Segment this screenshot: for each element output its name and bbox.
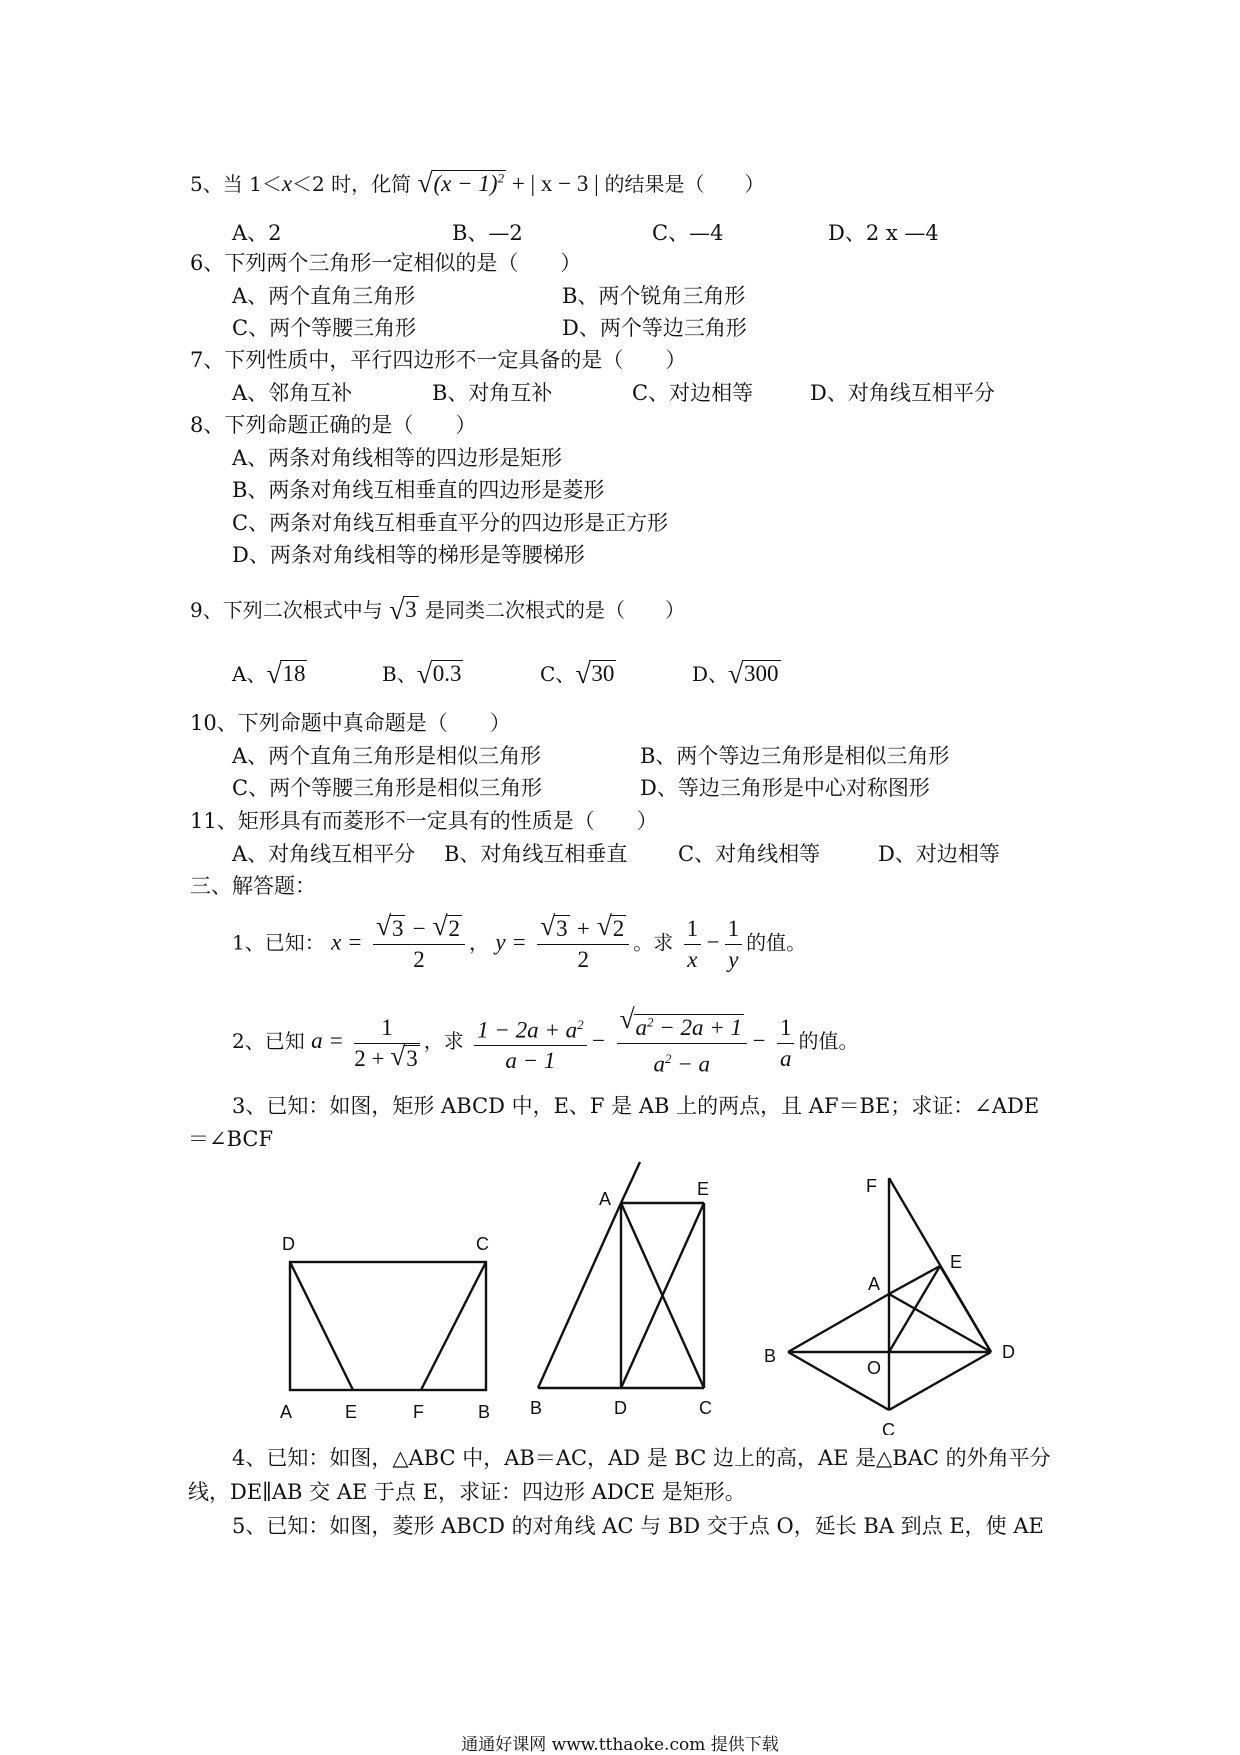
fig2-label-e: E	[697, 1179, 710, 1199]
fig1-label-c: C	[476, 1234, 489, 1254]
q7-stem: 7、下列性质中，平行四边形不一定具备的是（ ）	[190, 348, 687, 372]
fig3-label-d: D	[1002, 1342, 1015, 1362]
q7-option-d: D、对角线互相平分	[810, 381, 995, 405]
q7-option-c: C、对边相等	[632, 381, 754, 405]
figure-rhombus-abcd	[788, 1178, 991, 1410]
problem3-line2: ＝∠BCF	[188, 1127, 274, 1151]
q10-option-a: A、两个直角三角形是相似三角形	[232, 744, 542, 768]
problem3-line1: 3、已知：如图，矩形 ABCD 中，E、F 是 AB 上的两点，且 AF＝BE；求证：∠ADE	[232, 1094, 1040, 1118]
q9-stem: 9、下列二次根式中与 √ 3 是同类二次根式的是（ ）	[190, 594, 685, 625]
fig3-label-f: F	[866, 1176, 877, 1196]
fig2-label-a: A	[599, 1189, 612, 1209]
fig2-label-b: B	[530, 1398, 543, 1418]
q6-stem: 6、下列两个三角形一定相似的是（ ）	[190, 251, 582, 275]
page-footer: 通通好课网 www.tthaoke.com 提供下载	[461, 1735, 779, 1755]
fig1-label-d: D	[282, 1234, 295, 1254]
fig1-label-b: B	[478, 1402, 491, 1422]
figures	[0, 1155, 1240, 1435]
q8-stem: 8、下列命题正确的是（ ）	[190, 413, 477, 437]
q10-option-d: D、等边三角形是中心对称图形	[640, 776, 930, 800]
fig1-label-e: E	[345, 1402, 358, 1422]
q6-option-c: C、两个等腰三角形	[232, 316, 417, 340]
q11-stem: 11、矩形具有而菱形不一定具有的性质是（ ）	[190, 809, 658, 833]
q11-option-d: D、对边相等	[878, 842, 1000, 866]
q8-option-c: C、两条对角线互相垂直平分的四边形是正方形	[232, 511, 669, 535]
problem4-line1: 4、已知：如图，△ABC 中，AB＝AC，AD 是 BC 边上的高，AE 是△BAC 的外角平分	[232, 1446, 1051, 1470]
fig3-label-b: B	[764, 1346, 777, 1366]
q5-option-a: A、2	[232, 221, 282, 245]
q7-option-b: B、对角互补	[432, 381, 553, 405]
q10-option-c: C、两个等腰三角形是相似三角形	[232, 776, 543, 800]
q9-option-c: C、 √ 30	[540, 658, 615, 689]
q6-option-d: D、两个等边三角形	[562, 316, 747, 340]
fig3-label-a: A	[868, 1274, 881, 1294]
q10-option-b: B、两个等边三角形是相似三角形	[640, 744, 950, 768]
q5-expression: √ $(x - 1)^2$ + | x − 3 |	[417, 167, 599, 199]
q8-option-a: A、两条对角线相等的四边形是矩形	[232, 446, 563, 470]
section3-heading: 三、解答题：	[190, 874, 316, 898]
q8-option-b: B、两条对角线互相垂直的四边形是菱形	[232, 478, 605, 502]
fig1-label-f: F	[413, 1402, 424, 1422]
q10-stem: 10、下列命题中真命题是（ ）	[190, 711, 511, 735]
q7-option-a: A、邻角互补	[232, 381, 353, 405]
q9-option-d: D、 √ 300	[692, 658, 779, 689]
problem1: 1、已知： x = √ 3 − √ 2 2 ， y = √ 3 + √ 2 2 。求 $\frac{1}{x}$ − $\frac{1}{y}$ 的值。	[232, 910, 807, 972]
fig3-label-o: O	[867, 1358, 882, 1378]
figure-rectangle-adce	[538, 1162, 704, 1388]
q5-option-c: C、—4	[652, 221, 724, 245]
problem2: 2、已知 a = 1 2 + √ 3 ，求 $\frac{1 - 2a + a^2}{a - 1}$ − √ $a^2 - 2a + 1$ $a^2 - a$ − $\frac{1}{a}$ 的值。	[232, 1003, 859, 1077]
q5-option-b: B、—2	[452, 221, 523, 245]
fig1-label-a: A	[280, 1402, 293, 1422]
problem5-line1: 5、已知：如图，菱形 ABCD 的对角线 AC 与 BD 交于点 O，延长 BA 到点 E，使 AE	[232, 1514, 1044, 1538]
q9-option-b: B、 √ 0.3	[382, 658, 462, 689]
fig3-label-e: E	[950, 1252, 963, 1272]
q6-option-a: A、两个直角三角形	[232, 284, 416, 308]
q5-stem: 5、当 1＜x＜2 时，化简 √ $(x - 1)^2$ + | x − 3 | 的结果是（ ）	[190, 167, 765, 199]
problem4-line2: 线，DE∥AB 交 AE 于点 E，求证：四边形 ADCE 是矩形。	[188, 1480, 746, 1504]
q11-option-c: C、对角线相等	[678, 842, 821, 866]
q6-option-b: B、两个锐角三角形	[562, 284, 746, 308]
q11-option-b: B、对角线互相垂直	[444, 842, 628, 866]
fig2-label-d: D	[614, 1398, 627, 1418]
fig3-label-c: C	[882, 1420, 895, 1435]
q9-option-a: A、 √ 18	[232, 658, 306, 689]
figure-rectangle-abcd	[290, 1262, 486, 1390]
q8-option-d: D、两条对角线相等的梯形是等腰梯形	[232, 543, 585, 567]
q5-option-d: D、2 x —4	[828, 221, 939, 245]
fig2-label-c: C	[699, 1398, 712, 1418]
q11-option-a: A、对角线互相平分	[232, 842, 416, 866]
